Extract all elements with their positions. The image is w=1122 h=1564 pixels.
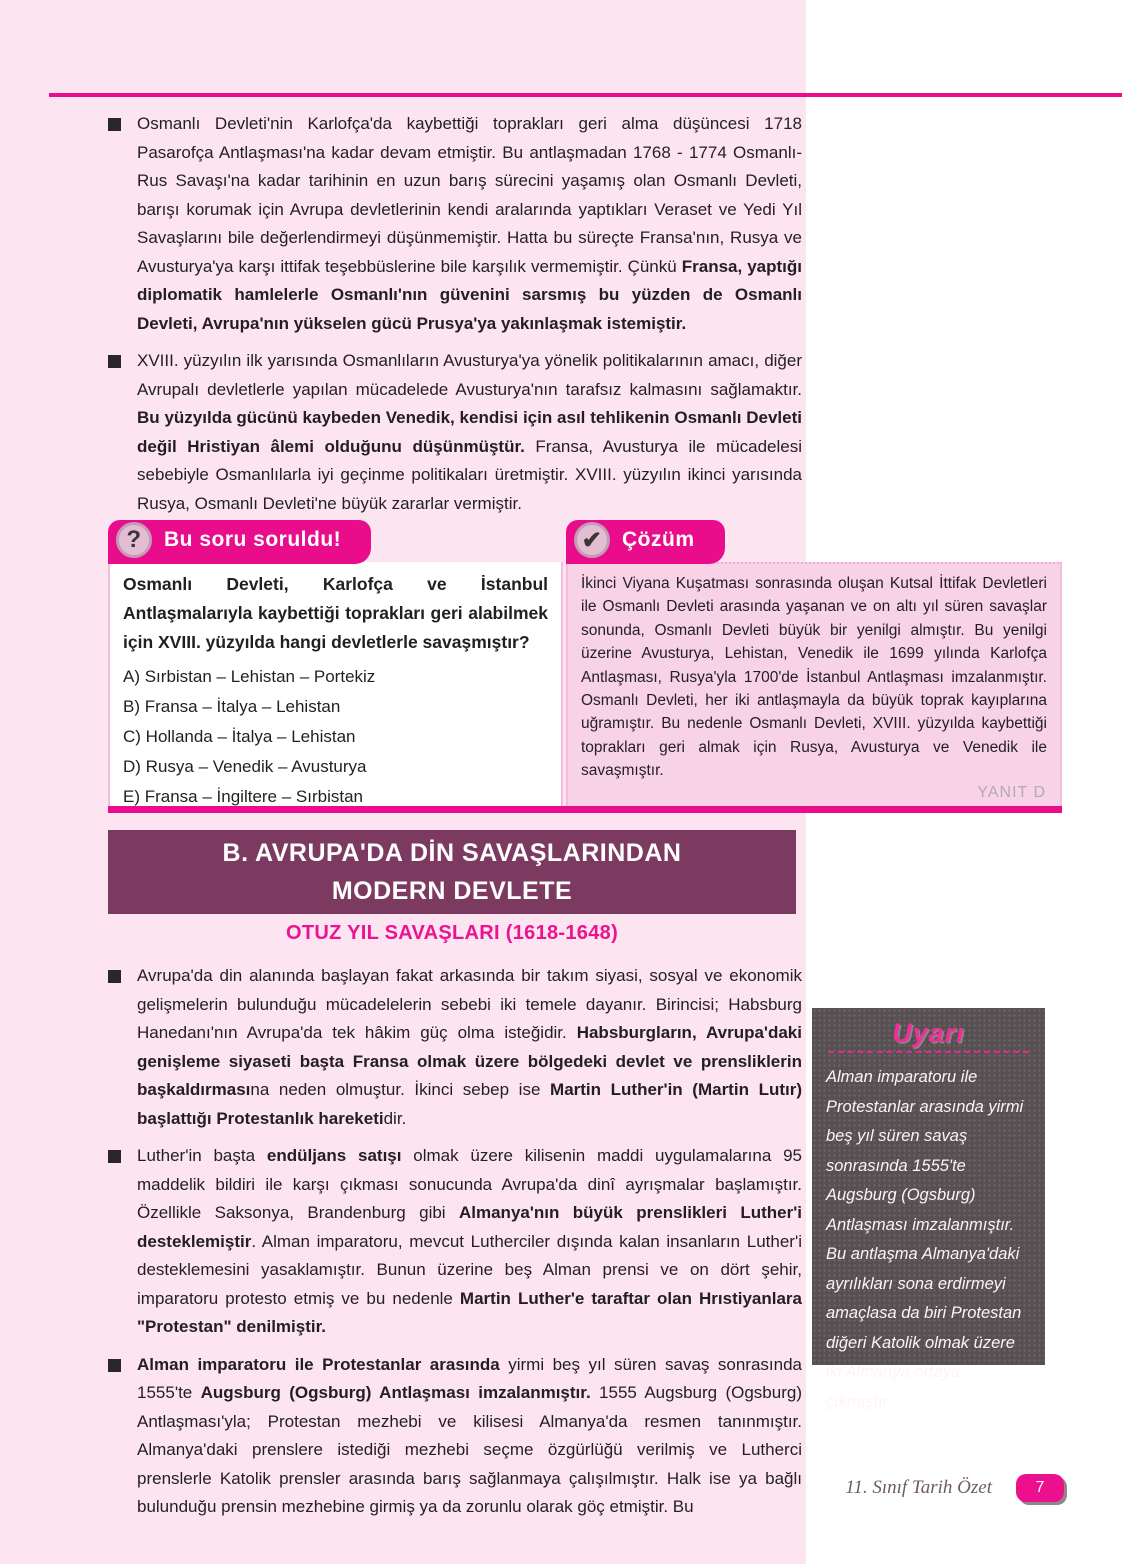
bullet-paragraph xyxy=(108,110,802,338)
solution-box-body xyxy=(566,562,1062,806)
warning-text: Alman imparatoru ile Protestanlar arasında yirmi beş yıl süren savaş sonrasında 1555'te Augsburg (Ogsburg) Antlaşması imzalanmıştır. Bu antlaşma Almanya'daki ayrılıkları sona erdirmeyi amaçlasa da biri Protestan diğeri Katolik olmak üzere iki Almanya ortaya çıkmıştır. xyxy=(826,1068,1024,1411)
footer-book-title: 11. Sınıf Tarih Özet xyxy=(845,1477,992,1498)
warning-title-underline xyxy=(828,1051,1029,1053)
paragraph-text: Avrupa'da din alanında başlayan fakat arkasında bir takım siyasi, sosyal ve ekonomik gelişmelerin bulunduğu mücadelelerin sebebi iki temele dayanır. Birincisi; Habsburg Hanedanı'nın Avrupa'da tek hâkim güç olma isteğidir. Habsburgların, Avrupa'daki genişleme siyaseti başta Fransa olmak üzere bölgedeki devlet ve prensliklerin başkaldırmasına neden olmuştur. İkinci sebep ise Martin Luther'in (Martin Lutır) başlattığı Protestanlık hareketidir. xyxy=(137,966,802,1128)
answer-label: YANIT D xyxy=(977,784,1046,801)
warning-title: Uyarı xyxy=(892,1018,965,1048)
page-footer xyxy=(845,1474,1064,1502)
intro-section xyxy=(108,110,802,527)
section-title-line1: B. AVRUPA'DA DİN SAVAŞLARINDAN xyxy=(222,839,682,867)
answer-option: B) Fransa – İtalya – Lehistan xyxy=(123,697,341,716)
question-box-body xyxy=(108,562,563,806)
solution-text: İkinci Viyana Kuşatması sonrasında oluşan Kutsal İttifak Devletleri ile Osmanlı Devleti arasında yaşanan ve on altı yıl süren savaşlar sonunda, Osmanlı Devleti büyük bir yenilgi almıştır. Bu yenilgi üzerine Avusturya, Lehistan, Venedik ile 1699 yılında Karlofça Antlaşması, Rusya'yla 1700'de İstanbul Antlaşması imzalanmıştır. Osmanlı Devleti, her iki antlaşmayla da büyük toprak kayıplarına uğramıştır. Bu nedenle Osmanlı Devleti, XVIII. yüzyılda kaybettiği toprakları geri almak için Rusya, Avusturya ve Venedik ile savaşmıştır. xyxy=(581,575,1047,780)
bullet-square-icon xyxy=(108,1150,121,1163)
paragraph-text: Osmanlı Devleti'nin Karlofça'da kaybettiği toprakları geri alma düşüncesi 1718 Pasarofça Antlaşması'na kadar devam etmiştir. Bu antlaşmadan 1768 - 1774 Osmanlı-Rus Savaşı'na kadar tarihinin en uzun barış sürecini yaşamış olan Osmanlı Devleti, barışı korumak için Avrupa devletlerinin kendi aralarında yaptıkları Veraset ve Yedi Yıl Savaşlarını bile değerlendirmeyi düşünmemiştir. Hatta bu süreçte Fransa'nın, Rusya ve Avusturya'ya karşı ittifak teşebbüslerine bile karşılık vermemiştir. Çünkü Fransa, yaptığı diplomatik hamlelerle Osmanlı'nın güvenini sarsmış bu yüzden de Osmanlı Devleti, Avrupa'nın yükselen gücü Prusya'ya yakınlaşmak istemiştir. xyxy=(137,114,803,333)
options-list xyxy=(123,662,548,806)
boxes-bottom-bar xyxy=(108,806,1062,813)
warning-box xyxy=(812,1008,1045,1411)
section-subtitle: OTUZ YIL SAVAŞLARI (1618-1648) xyxy=(285,922,619,944)
bullet-square-icon xyxy=(108,970,121,983)
solution-box-title: Çözüm xyxy=(622,528,695,551)
bullet-square-icon xyxy=(108,355,121,368)
bullet-paragraph xyxy=(108,962,802,1133)
answer-option: E) Fransa – İngiltere – Sırbistan xyxy=(123,787,364,806)
checkmark-icon: ✔ xyxy=(574,522,610,558)
body-section xyxy=(108,962,802,1531)
question-text: Osmanlı Devleti, Karlofça ve İstanbul Antlaşmalarıyla kaybettiği toprakları geri alabilmek için XVIII. yüzyılda hangi devletlerle savaşmıştır? xyxy=(123,574,548,652)
paragraph-text: Alman imparatoru ile Protestanlar arasında yirmi beş yıl süren savaş sonrasında 1555'te Augsburg (Ogsburg) Antlaşması imzalanmıştır. 1555 Augsburg (Ogsburg) Antlaşması'yla; Protestan mezhebi ve kilisesi Almanya'da resmen tanınmıştır. Almanya'daki prenslere istediği mezhebi seçme özgürlüğü verilmiş ve Lutherci prenslerle Katolik prensler arasında barış sağlanmaya çalışılmıştır. Halk ise ya bağlı bulunduğu prensin mezhebine girmiş ya da zorunlu olarak göç etmiştir. Bu xyxy=(137,1354,802,1516)
answer-option: D) Rusya – Venedik – Avusturya xyxy=(123,757,367,776)
question-box-header xyxy=(108,520,371,564)
question-box xyxy=(108,520,563,806)
section-header xyxy=(108,830,796,914)
paragraph-text: XVIII. yüzyılın ilk yarısında Osmanlıların Avusturya'ya yönelik politikalarının amacı, diğer Avrupalı devletlerle yapılan mücadelede Avusturya'nın tarafsız kalmasını sağlamaktır. Bu yüzyılda gücünü kaybeden Venedik, kendisi için asıl tehlikenin Osmanlı Devleti değil Hristiyan âlemi olduğunu düşünmüştür. Fransa, Avusturya ile mücadelesi sebebiyle Osmanlılarla iyi geçinme politikaları üretmiştir. XVIII. yüzyılın ikinci yarısında Rusya, Osmanlı Devleti'ne büyük zararlar vermiştir. xyxy=(137,351,802,513)
answer-option: C) Hollanda – İtalya – Lehistan xyxy=(123,727,356,746)
bullet-square-icon xyxy=(108,1359,121,1372)
top-divider-rule xyxy=(49,93,1122,97)
bullet-paragraph xyxy=(108,1351,802,1522)
page-number-badge: 7 xyxy=(1016,1474,1064,1502)
section-title-line2: MODERN DEVLETE xyxy=(331,877,573,905)
question-box-title: Bu soru soruldu! xyxy=(164,528,342,551)
answer-option: A) Sırbistan – Lehistan – Portekiz xyxy=(123,667,376,686)
solution-box xyxy=(566,520,1062,806)
bullet-paragraph xyxy=(108,1142,802,1342)
bullet-square-icon xyxy=(108,118,121,131)
solution-box-header xyxy=(566,520,725,564)
question-mark-icon: ? xyxy=(116,522,152,558)
paragraph-text: Luther'in başta endüljans satışı olmak üzere kilisenin maddi uygulamalarına 95 maddelik bildiri ile karşı çıkması sonucunda Avrupa'da dinî ayrışmalar başlamıştır. Özellikle Saksonya, Brandenburg gibi Almanya'nın büyük prenslikleri Luther'i desteklemiştir. Alman imparatoru, mevcut Lutherciler dışında kalan insanların Luther'i desteklemesini yasaklamıştır. Bunun üzerine beş Alman prensi ve on dört şehir, imparatoru protesto etmiş ve bu nedenle Martin Luther'e taraftar olan Hrıstiyanlara "Protestan" denilmiştir. xyxy=(137,1146,802,1336)
bullet-paragraph xyxy=(108,347,802,518)
